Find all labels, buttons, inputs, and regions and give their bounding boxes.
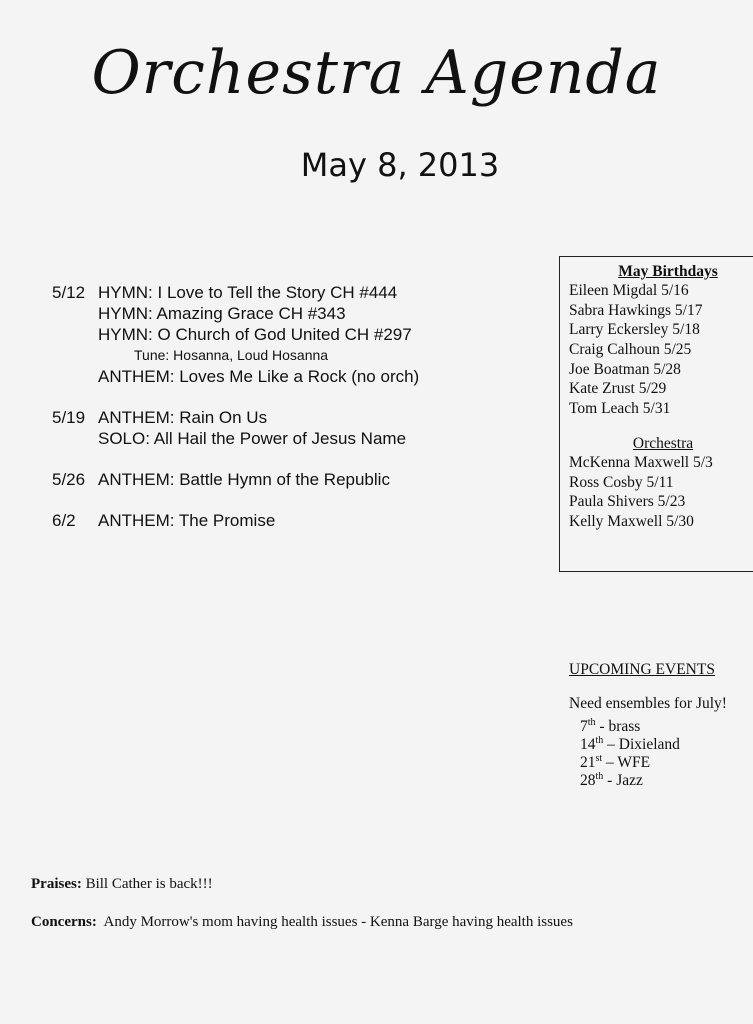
events-heading: UPCOMING EVENTS xyxy=(569,661,715,678)
agenda-line xyxy=(52,324,419,345)
agenda-date: May 8, 2013 xyxy=(300,146,500,184)
praises-text: Bill Cather is back!!! xyxy=(81,876,213,892)
event-day: 7 xyxy=(580,718,588,736)
agenda-list xyxy=(52,282,419,551)
concerns-label: Concerns: xyxy=(31,914,97,930)
agenda-line xyxy=(52,282,419,303)
agenda-week xyxy=(52,510,419,531)
event-text: - brass xyxy=(595,718,641,736)
event-text: – WFE xyxy=(602,754,651,772)
orchestra-heading: Orchestra xyxy=(632,434,694,452)
birthday-item: Ross Cosby 5/11 xyxy=(569,473,674,491)
birthdays-heading: May Birthdays xyxy=(618,263,718,280)
birthday-item: Kate Zrust 5/29 xyxy=(569,380,667,398)
praises-line xyxy=(31,876,213,893)
agenda-item: ANTHEM: Rain On Us xyxy=(98,408,268,427)
event-day-suffix: th xyxy=(595,735,604,746)
birthday-item: McKenna Maxwell 5/3 xyxy=(569,453,713,471)
event-day-suffix: st xyxy=(595,753,603,764)
event-item xyxy=(569,732,727,754)
event-day: 28 xyxy=(580,772,596,790)
agenda-item: HYMN: O Church of God United CH #297 xyxy=(98,325,412,344)
birthday-item: Sabra Hawkings 5/17 xyxy=(569,301,703,319)
tune-note: Tune: Hosanna, Loud Hosanna xyxy=(134,347,329,363)
events-intro: Need ensembles for July! xyxy=(569,695,727,712)
agenda-item: HYMN: I Love to Tell the Story CH #444 xyxy=(98,283,398,302)
orchestra-birthday-list xyxy=(560,453,753,532)
agenda-item: ANTHEM: The Promise xyxy=(98,511,276,530)
event-item xyxy=(569,714,727,736)
agenda-line xyxy=(52,303,419,324)
birthday-item: Paula Shivers 5/23 xyxy=(569,493,686,511)
page-title: Orchestra Agenda xyxy=(91,38,662,108)
birthday-item: Eileen Migdal 5/16 xyxy=(569,282,689,299)
birthday-item: Tom Leach 5/31 xyxy=(569,400,671,418)
week-date: 5/19 xyxy=(52,408,86,427)
event-day-suffix: th xyxy=(587,717,596,728)
birthdays-box xyxy=(559,256,753,572)
week-date: 5/12 xyxy=(52,283,86,302)
birthday-item: Kelly Maxwell 5/30 xyxy=(569,512,694,530)
week-date: 5/26 xyxy=(52,470,86,489)
agenda-item: SOLO: All Hail the Power of Jesus Name xyxy=(98,429,407,448)
agenda-line xyxy=(52,469,419,490)
birthday-item: Craig Calhoun 5/25 xyxy=(569,341,692,359)
week-date: 6/2 xyxy=(52,511,76,530)
birthday-list xyxy=(560,281,753,419)
agenda-item: ANTHEM: Battle Hymn of the Republic xyxy=(98,470,390,489)
agenda-line xyxy=(52,510,419,531)
birthday-item: Joe Boatman 5/28 xyxy=(569,360,681,378)
praises-label: Praises: xyxy=(31,876,82,892)
concerns-line xyxy=(31,914,573,931)
agenda-item: HYMN: Amazing Grace CH #343 xyxy=(98,304,346,323)
agenda-line xyxy=(52,407,419,428)
event-day-suffix: th xyxy=(595,771,604,782)
upcoming-events xyxy=(569,660,727,790)
concerns-text: Andy Morrow's mom having health issues - Kenna Barge having health issues xyxy=(96,914,573,930)
agenda-week xyxy=(52,407,419,449)
agenda-item: ANTHEM: Loves Me Like a Rock (no orch) xyxy=(98,367,420,386)
event-text: - Jazz xyxy=(603,772,643,790)
agenda-line xyxy=(52,428,419,449)
event-text: – Dixieland xyxy=(603,736,680,754)
agenda-week xyxy=(52,469,419,490)
birthday-item: Larry Eckersley 5/18 xyxy=(569,321,700,339)
event-item xyxy=(569,750,727,772)
event-day: 14 xyxy=(580,736,596,754)
agenda-line xyxy=(52,366,419,387)
event-day: 21 xyxy=(580,754,596,772)
agenda-week xyxy=(52,282,419,387)
